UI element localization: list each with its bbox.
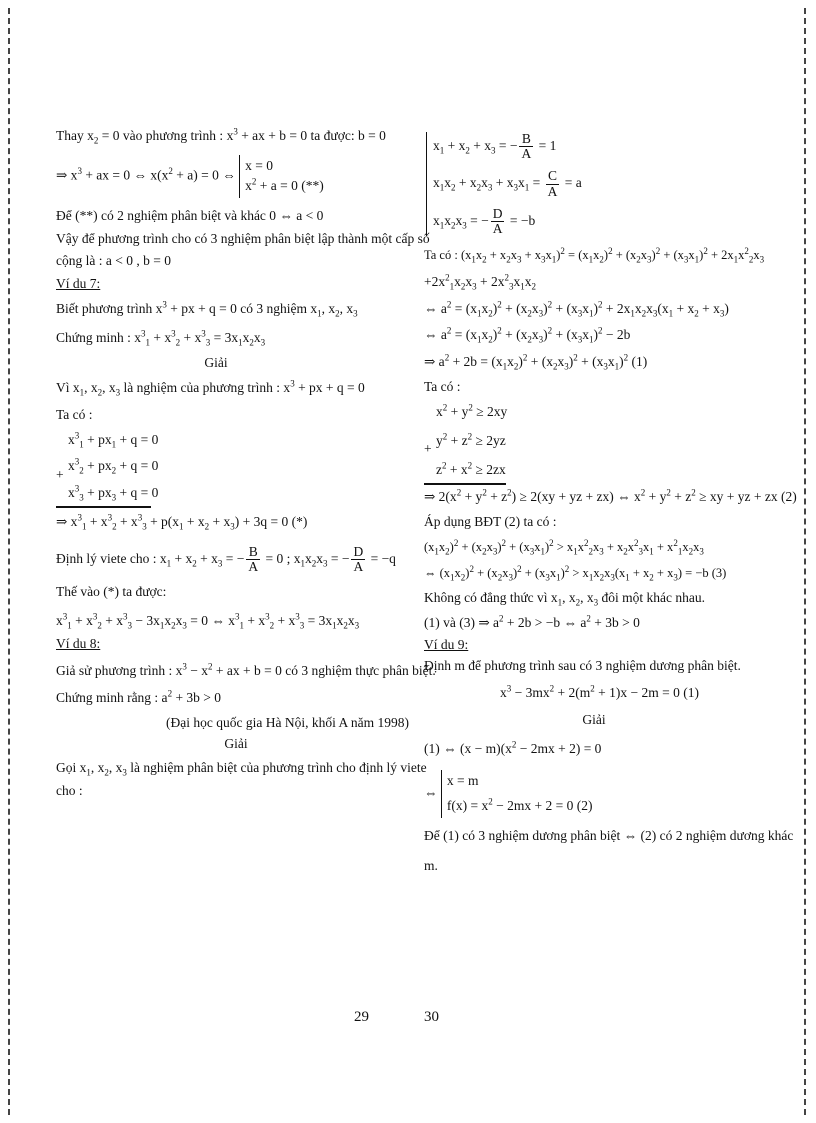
line-r05: ⇒ $a^2 + 2b = (x_1x_2)^2 + (x_2x_3)^2 + (x_3x_1)^2$ (1): [424, 352, 648, 372]
line-r02: $+2x^2_1x_2x_3 + 2x^2_3x_1x_2$: [424, 272, 536, 292]
left-column: [56, 126, 436, 800]
example-9-heading: Ví du 9:: [424, 637, 469, 653]
example-8-heading: Ví du 8:: [56, 636, 101, 652]
line-ex8-source: (Đại học quốc gia Hà Nội, khối A năm 1998): [166, 714, 409, 730]
line-r16: ⇔ x = m $f(x) = x^2 - 2mx + 2 = 0$ (2): [424, 770, 764, 818]
viete-system: $x_1 + x_2 + x_3$ = − $\frac{B}{A}$ = 1 $x_1x_2 + x_2x_3 + x_3x_1$ = $\frac{C}{A}$ = a $x_1x_2x_3$ = − $\frac{D}{A}$ = −b: [426, 132, 764, 236]
line-ex7-roots: Vì $x_1$, $x_2$, $x_3$ là nghiệm của phương trình : $x^3$ + px + q = 0: [56, 378, 365, 398]
sum-rule-1: [56, 506, 151, 508]
line-ex8-roots: Gọi $x_1$, $x_2$, $x_3$ là nghiệm phân biệt của phương trình cho định lý viete: [56, 760, 427, 779]
example-7-heading: Ví du 7:: [56, 276, 101, 292]
line-conclusion-2: cộng là : a < 0 , b = 0: [56, 253, 171, 269]
line-ex8-cho: cho :: [56, 783, 83, 799]
line-ex8-statement: Giả sử phương trình : $x^3 - x^2$ + ax + b = 0 có 3 nghiệm thực phân biệt.: [56, 661, 436, 678]
line-r11: Không có đẳng thức vì $x_1$, $x_2$, $x_3$ đôi một khác nhau.: [424, 589, 706, 608]
plus-sign-1: +: [56, 466, 64, 482]
sum-block-inequalities: $x^2 + y^2 \ge 2xy$ $y^2 + z^2 \ge 2yz$ $z^2 + x^2 \ge 2zx$ +: [424, 402, 508, 477]
solution-label-3: Giải: [582, 712, 606, 728]
line-factor: ⇒ $x^3$ + ax = 0 ⇔ $x(x^2 + a) = 0$ ⇔ x = 0 $x^2 + a = 0$ (**): [56, 155, 376, 198]
line-condition: Để (**) có 2 nghiệm phân biệt và khác 0 ⇔ a < 0: [56, 207, 324, 223]
line-ex9-equation: $x^3 - 3mx^2 + 2(m^2 + 1)x - 2m = 0$ (1): [500, 683, 699, 701]
line-r09: $(x_1x_2)^2 + (x_2x_3)^2 + (x_3x_1)^2 > x_1x^2_2x_3 + x_2x^2_3x_1 + x^2_1x_2x_3$: [424, 538, 704, 557]
sum-rule-2: [424, 483, 506, 485]
line-viete-7: Định lý viete cho : $x_1 + x_2 + x_3$ = − $\frac{B}{A}$ = 0 ; $x_1x_2x_3$ = − $\frac{D}{A}$ = −q: [56, 544, 396, 575]
line-r08: Áp dụng BĐT (2) ta có :: [424, 513, 557, 529]
line-ta-co-2: Ta có :: [424, 379, 461, 395]
line-r18: m.: [424, 858, 438, 874]
line-ta-co-1: Ta có :: [56, 406, 93, 422]
right-margin-dash: [804, 8, 806, 1115]
left-margin-dash: [8, 8, 10, 1115]
line-conclusion: Vậy để phương trình cho có 3 nghiệm phân biệt lập thành một cấp số: [56, 230, 430, 246]
solution-label-1: Giải: [204, 354, 228, 370]
line-ex7-sum: ⇒ $x^3_1 + x^3_2 + x^3_3 + p(x_1 + x_2 + x_3) + 3q = 0$ (*): [56, 512, 308, 532]
page-number-left: 29: [354, 1009, 369, 1025]
line-r04: ⇔ $a^2 = (x_1x_2)^2 + (x_2x_3)^2 + (x_3x_1)^2 - 2b$: [424, 325, 631, 346]
case-bracket: x = 0 $x^2 + a = 0$ (**): [239, 155, 324, 198]
plus-sign-2: +: [424, 441, 432, 457]
line-ex7-result: $x^3_1 + x^3_2 + x^3_3 - 3x_1x_2x_3 = 0$ ⇔ $x^3_1 + x^3_2 + x^3_3 = 3x_1x_2x_3$: [56, 611, 360, 631]
page-number-right: 30: [424, 1009, 439, 1025]
line-r12: (1) và (3) ⇒ $a^2 + 2b > -b$ ⇔ $a^2 + 3b > 0$: [424, 613, 640, 630]
line-ex8-prove: Chứng minh rằng : $a^2 + 3b > 0$: [56, 688, 222, 705]
right-column: [424, 128, 797, 875]
sum-block-roots: $x^3_1 + px_1 + q = 0$ $x^3_2 + px_2 + q = 0$ $x^3_3 + px_3 + q = 0$ +: [56, 430, 159, 503]
line-ex7-prove: Chứng minh : $x^3_1 + x^3_2 + x^3_3 = 3x_1x_2x_3$: [56, 328, 266, 348]
line-r07: ⇒ $2(x^2 + y^2 + z^2) \ge 2(xy$ + yz + zx) ⇔ $x^2 + y^2 + z^2$ ≥ xy + yz + zx (2): [424, 487, 797, 504]
line-substitute-x2: Thay $x_2 = 0$ vào phương trình : $x^3$ + ax + b = 0 ta được: b = 0: [56, 126, 386, 146]
line-r15: (1) ⇔ $(x - m)(x^2 - 2mx + 2) = 0$: [424, 739, 602, 756]
line-substitute: Thế vào (*) ta được:: [56, 584, 167, 600]
line-r10: ⇔ $(x_1x_2)^2 + (x_2x_3)^2 + (x_3x_1)^2 > x_1x_2x_3(x_1 + x_2 + x_3) = -b$ (3): [424, 563, 727, 583]
line-r03: ⇔ $a^2 = (x_1x_2)^2 + (x_2x_3)^2 + (x_3x_1)^2 + 2x_1x_2x_3(x_1 + x_2 + x_3)$: [424, 299, 729, 319]
line-ex9-statement: Định m để phương trình sau có 3 nghiệm dương phân biệt.: [424, 658, 741, 674]
line-ex7-statement: Biết phương trình $x^3$ + px + q = 0 có 3 nghiệm $x_1$, $x_2$, $x_3$: [56, 299, 358, 319]
line-r17: Để (1) có 3 nghiệm dương phân biệt ⇔ (2) có 2 nghiệm dương khác: [424, 827, 794, 843]
line-r01: Ta có : $(x_1x_2 + x_2x_3 + x_3x_1)^2 = (x_1x_2)^2 + (x_2x_3)^2 + (x_3x_1)^2 + 2x_1x^2_2x_3$: [424, 245, 765, 265]
case-bracket-2: x = m $f(x) = x^2 - 2mx + 2 = 0$ (2): [441, 770, 593, 818]
solution-label-2: Giải: [224, 735, 248, 751]
